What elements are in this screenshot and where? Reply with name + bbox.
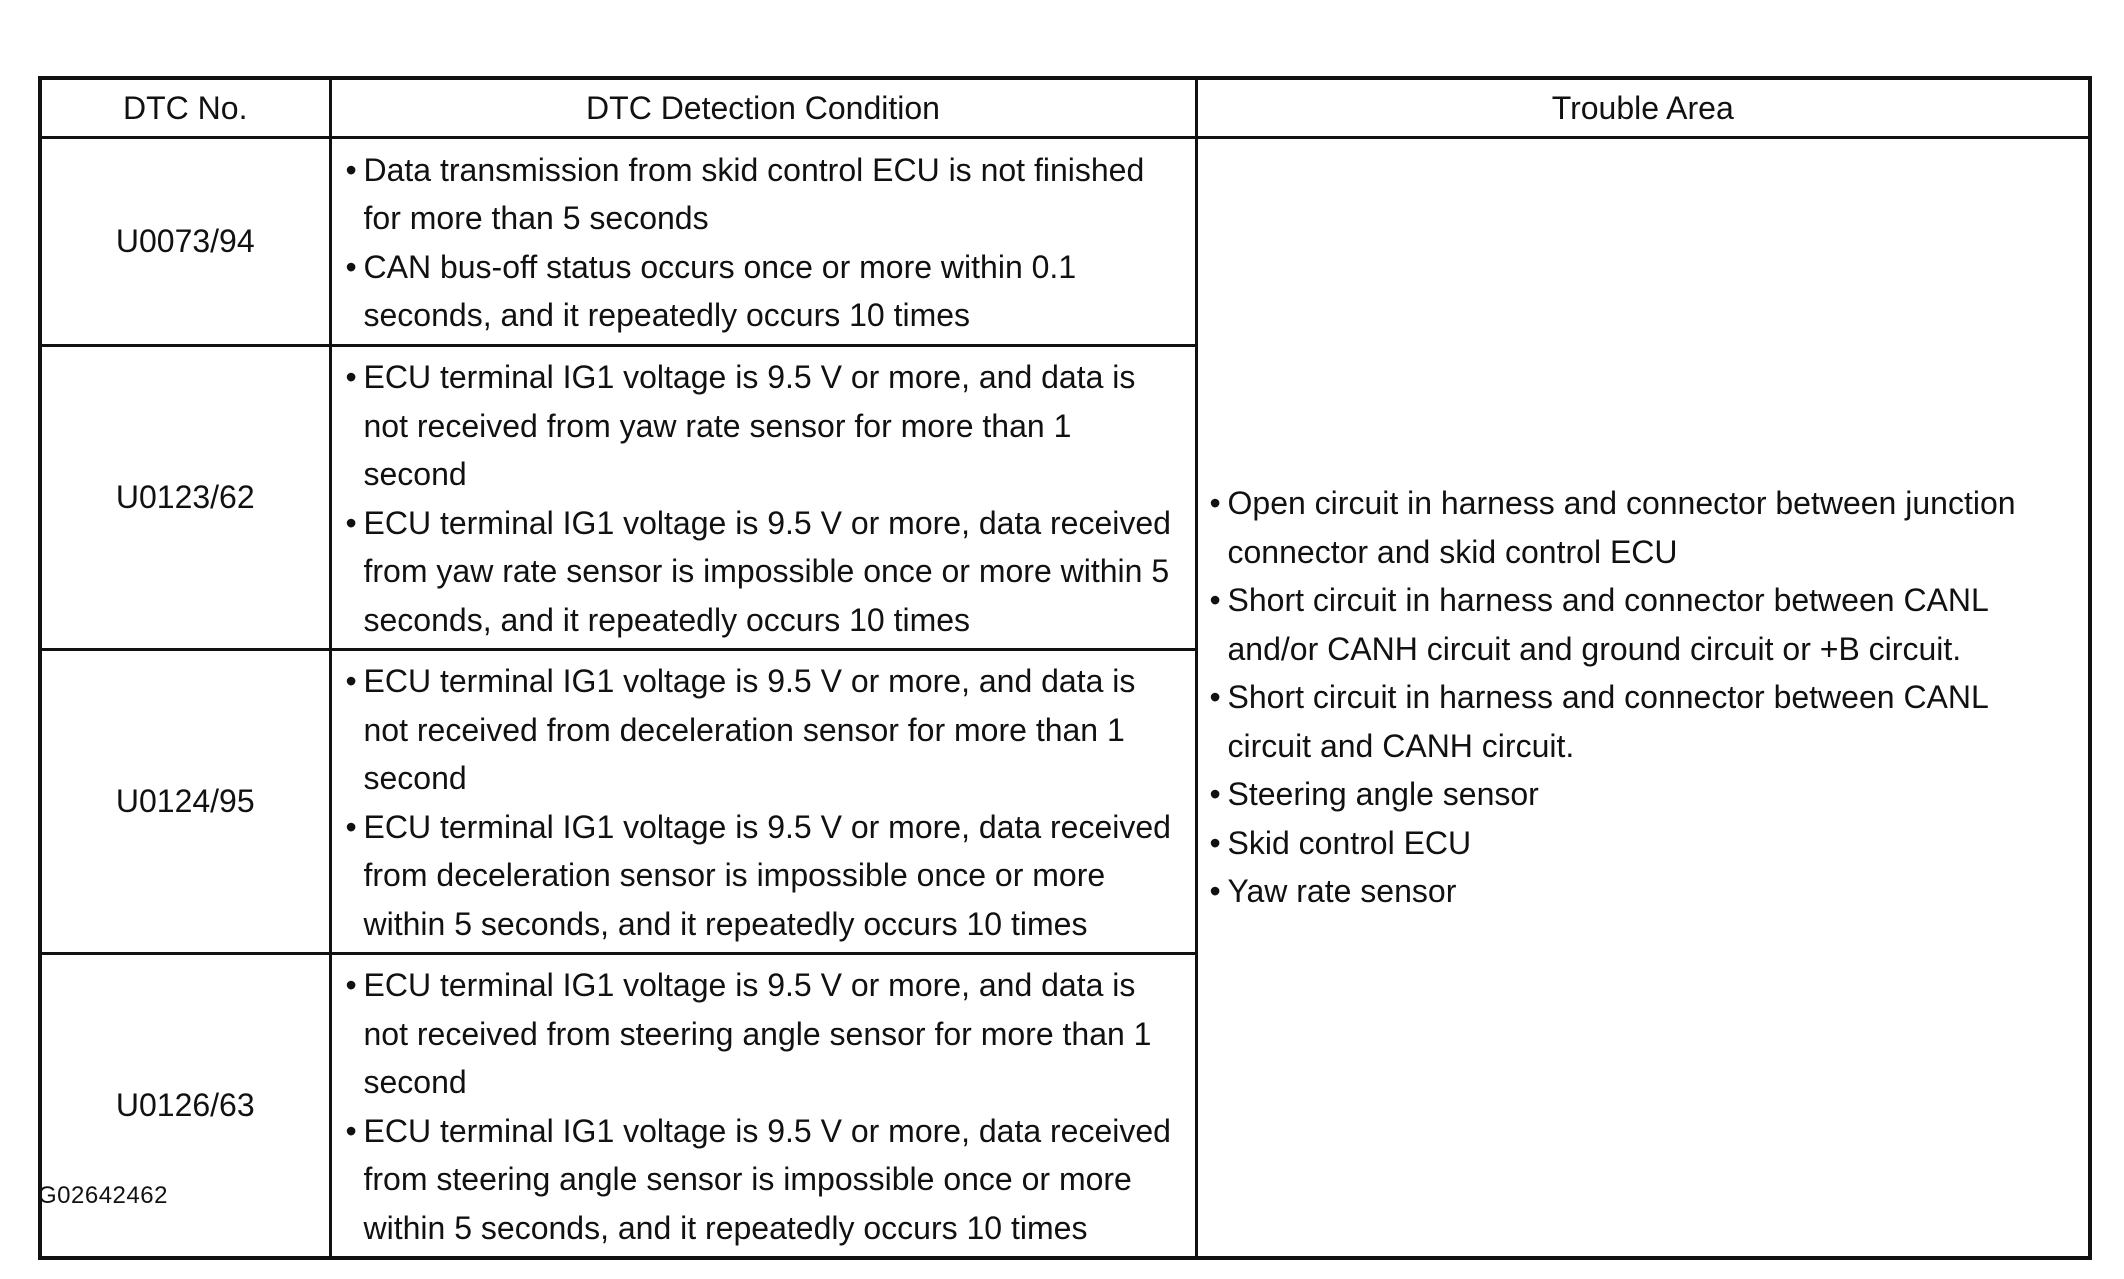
table-row: [40, 138, 2090, 346]
detection-condition-cell: [330, 138, 1196, 346]
header-detection-condition: DTC Detection Condition: [330, 78, 1196, 138]
dtc-table: [38, 76, 2092, 1260]
dtc-code: U0126/63: [40, 954, 330, 1259]
dtc-code: U0073/94: [40, 138, 330, 346]
condition-item: • ECU terminal IG1 voltage is 9.5 V or more, and data is not received from deceleration sensor for more than 1 second: [346, 657, 1181, 803]
condition-item: • ECU terminal IG1 voltage is 9.5 V or more, data received from yaw rate sensor is impossible once or more within 5 seconds, and it repeatedly occurs 10 times: [346, 499, 1181, 645]
trouble-area-item: • Yaw rate sensor: [1210, 867, 2075, 916]
detection-condition-cell: [330, 346, 1196, 650]
trouble-area-item: • Open circuit in harness and connector between junction connector and skid control ECU: [1210, 479, 2075, 576]
figure-id: G02642462: [38, 1182, 168, 1209]
trouble-area-item: • Steering angle sensor: [1210, 770, 2075, 819]
condition-item: • ECU terminal IG1 voltage is 9.5 V or more, and data is not received from yaw rate sensor for more than 1 second: [346, 353, 1181, 499]
trouble-area-item: • Short circuit in harness and connector between CANL circuit and CANH circuit.: [1210, 673, 2075, 770]
trouble-area-cell: [1196, 138, 2090, 1259]
condition-item: • ECU terminal IG1 voltage is 9.5 V or more, data received from deceleration sensor is impossible once or more within 5 seconds, and it repeatedly occurs 10 times: [346, 803, 1181, 949]
trouble-area-item: • Skid control ECU: [1210, 819, 2075, 868]
condition-item: • CAN bus-off status occurs once or more within 0.1 seconds, and it repeatedly occurs 10 times: [346, 243, 1181, 340]
detection-condition-cell: [330, 954, 1196, 1259]
header-dtc-no: DTC No.: [40, 78, 330, 138]
condition-item: • Data transmission from skid control ECU is not finished for more than 5 seconds: [346, 146, 1181, 243]
trouble-area-item: • Short circuit in harness and connector between CANL and/or CANH circuit and ground circuit or +B circuit.: [1210, 576, 2075, 673]
condition-item: • ECU terminal IG1 voltage is 9.5 V or more, and data is not received from steering angle sensor for more than 1 second: [346, 961, 1181, 1107]
dtc-code: U0123/62: [40, 346, 330, 650]
header-row: [40, 78, 2090, 138]
condition-item: • ECU terminal IG1 voltage is 9.5 V or more, data received from steering angle sensor is impossible once or more within 5 seconds, and it repeatedly occurs 10 times: [346, 1107, 1181, 1253]
detection-condition-cell: [330, 650, 1196, 954]
header-trouble-area: Trouble Area: [1196, 78, 2090, 138]
dtc-code: U0124/95: [40, 650, 330, 954]
